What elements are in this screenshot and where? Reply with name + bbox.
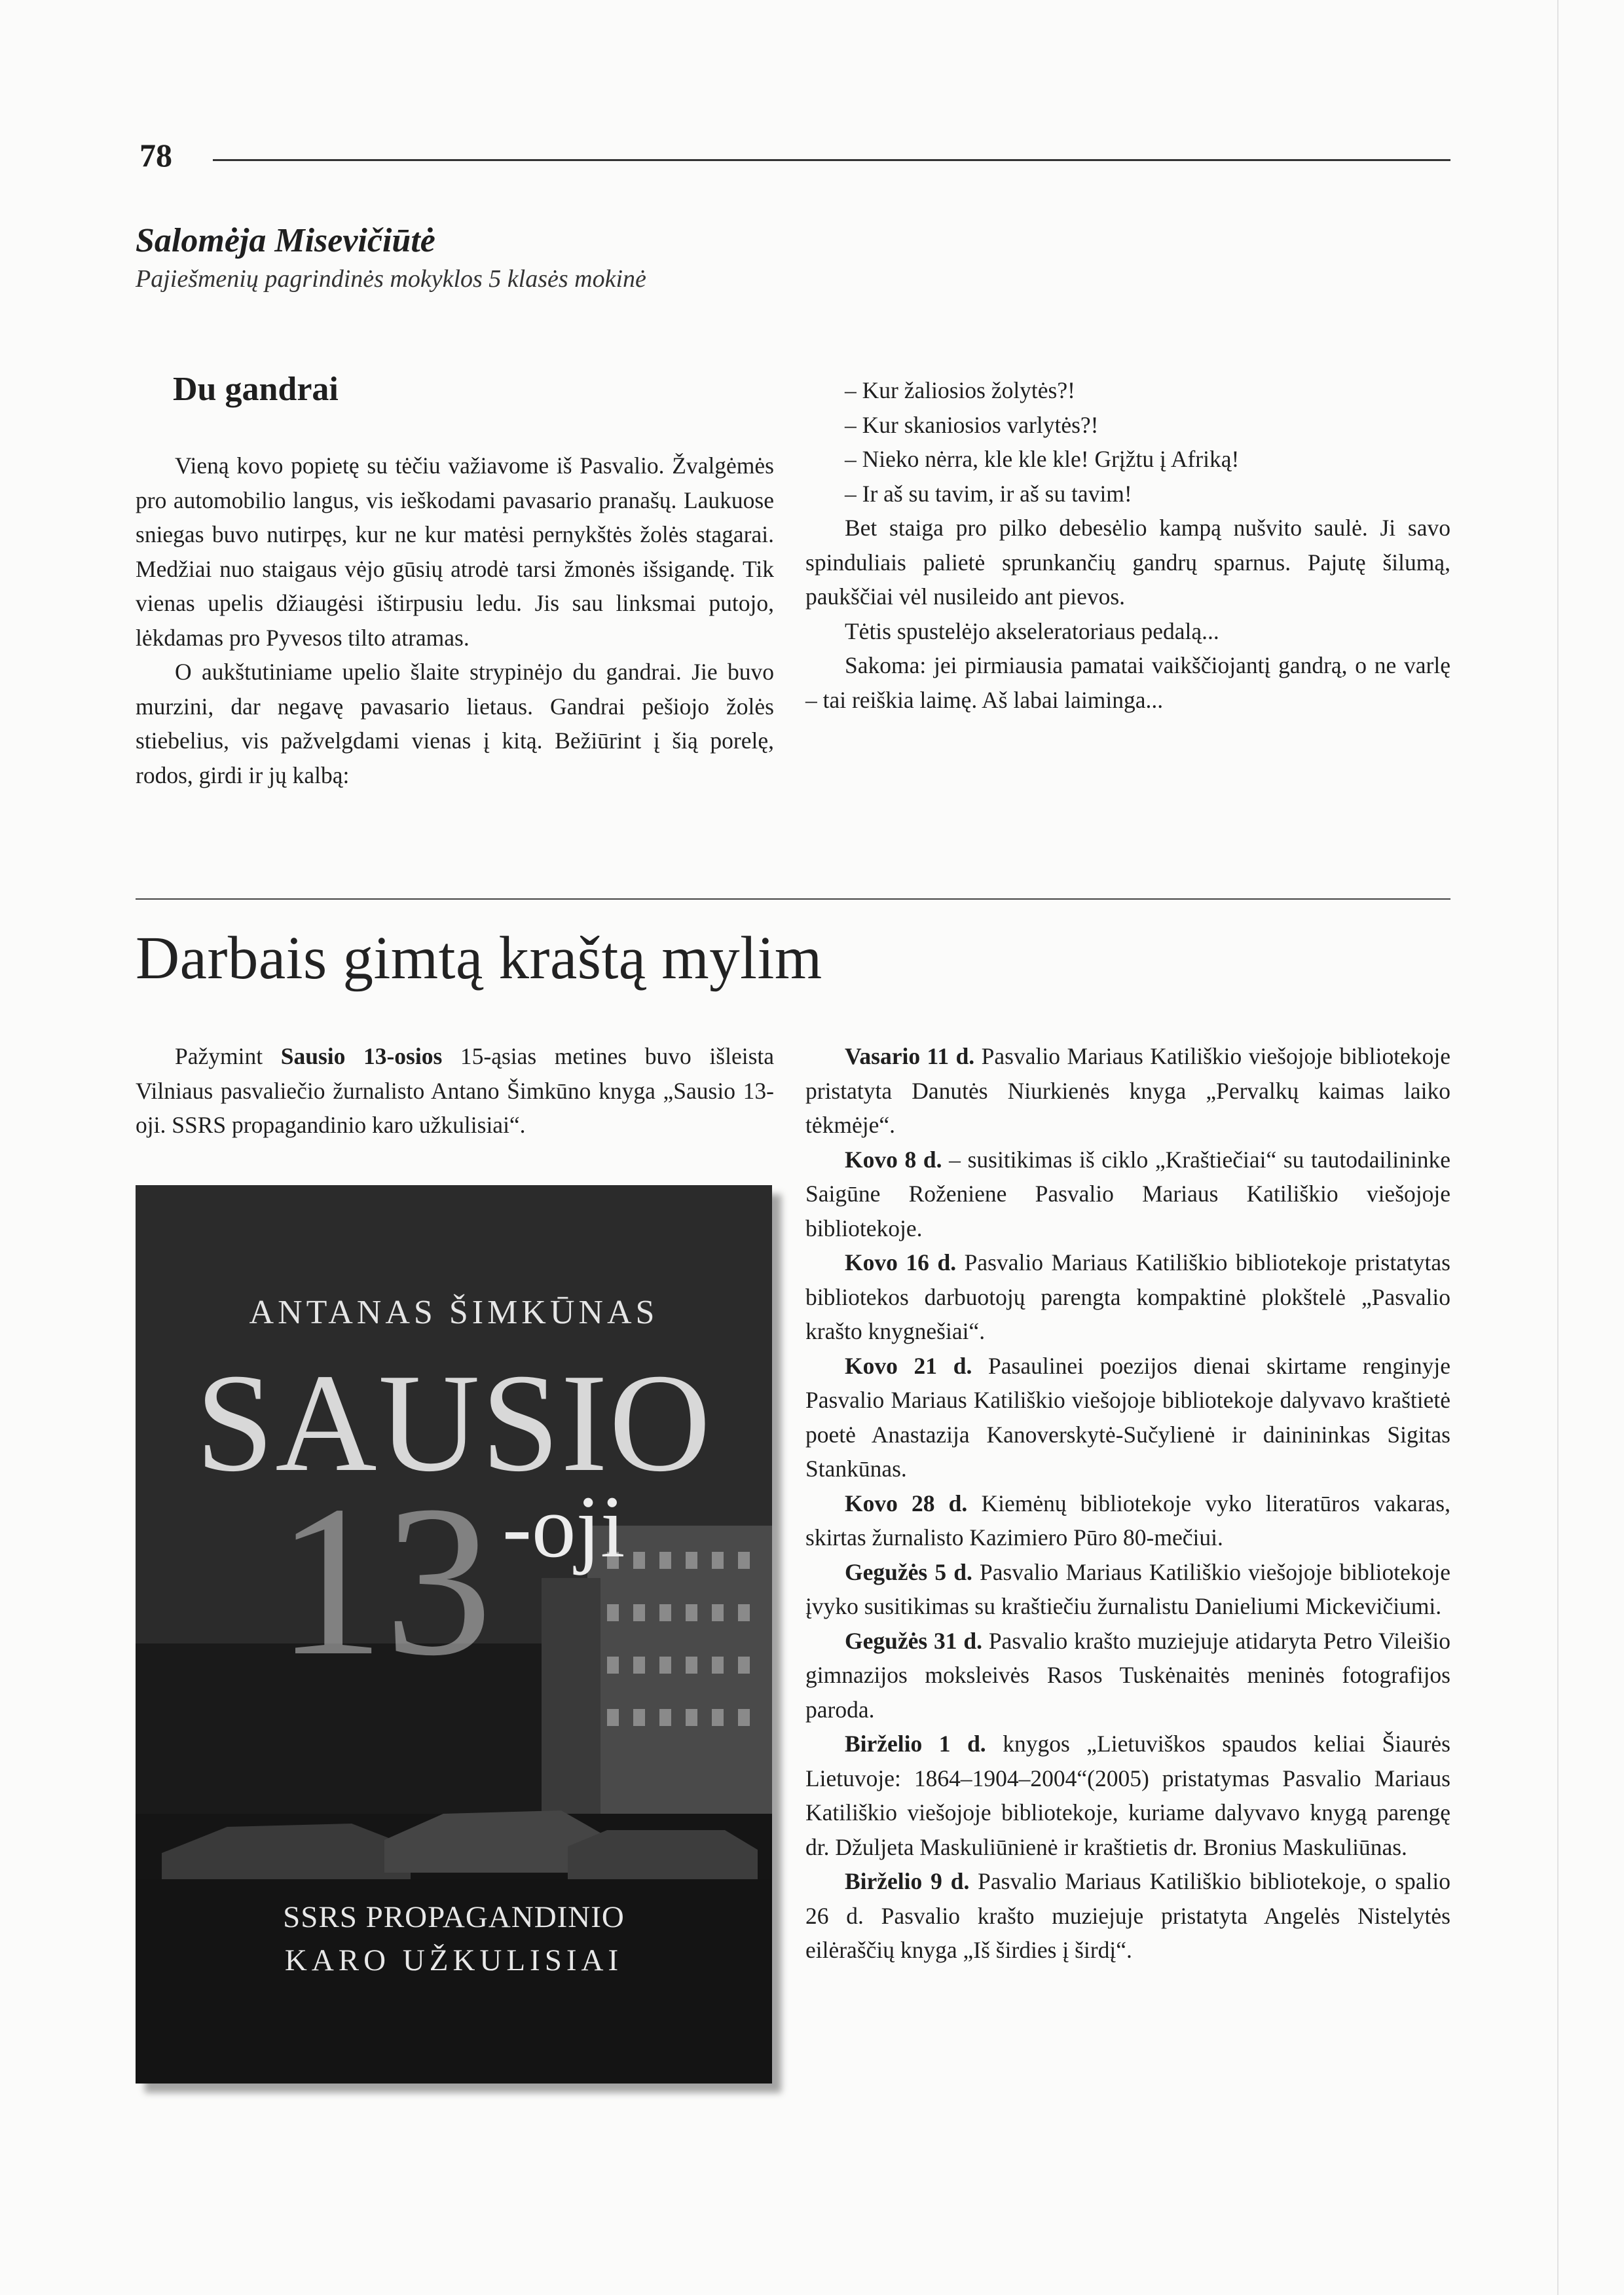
event-date: Gegužės 31 d. bbox=[845, 1627, 983, 1654]
event-date: Birželio 1 d. bbox=[845, 1731, 986, 1757]
event-date: Gegužės 5 d. bbox=[845, 1558, 972, 1585]
header-rule bbox=[213, 159, 1450, 161]
dialogue-line: – Kur žaliosios žolytės?! bbox=[845, 377, 1075, 403]
event-entry bbox=[805, 1864, 1450, 1968]
event-date: Kovo 21 d. bbox=[845, 1352, 972, 1379]
intro-bold: Sausio 13-osios bbox=[280, 1043, 443, 1069]
story-paragraph: O aukštutiniame upelio šlaite strypinėjo du gandrai. Jie buvo murzini, dar negavę pavasario lietaus. Gandrai pešiojo žolės stiebelius, vis pažvelgdami vienas į kitą. Bežiūrint į šią porelę, rodos, girdi ir jų kalbą: bbox=[136, 659, 774, 788]
story-title: Du gandrai bbox=[173, 371, 339, 408]
event-text: Pasaulinei poezijos dienai skirtame renginyje Pasvalio Mariaus Katiliškio viešojoje bibliotekoje dalyvavo kraštietė poetė Anastazija Kanoverskytė-Sučylienė ir dainininkas Sigitas Stankūnas. bbox=[805, 1352, 1450, 1482]
story-paragraph: Vieną kovo popietę su tėčiu važiavome iš Pasvalio. Žvalgėmės pro automobilio langus, vis ieškodami pavasario pranašų. Laukuose sniegas buvo nutirpęs, kur ne kur matėsi pernykštės žolės stagarai. Medžiai nuo staigaus vėjo gūsių atrodė tarsi žmonės išsigandę. Tik vienas upelis džiaugėsi ištirpusiu ledu. Jis sau linksmai putojo, lėkdamas pro Pyvesos tilto atramas. bbox=[136, 452, 774, 651]
event-entry bbox=[805, 1039, 1450, 1143]
dialogue-line: – Nieko nėrra, kle kle kle! Grįžtu į Afriką! bbox=[845, 446, 1240, 472]
event-entry bbox=[805, 1727, 1450, 1864]
page-edge bbox=[1557, 0, 1559, 2295]
author-affiliation: Pajiešmenių pagrindinės mokyklos 5 klasės mokinė bbox=[136, 265, 646, 293]
event-date: Kovo 28 d. bbox=[845, 1490, 968, 1516]
cover-subtitle bbox=[136, 1896, 772, 1982]
event-text: Pasvalio krašto muziejuje atidaryta Petro Vileišio gimnazijos moksleivės Rasos Tuskėnaitės meninės fotografijos paroda. bbox=[805, 1627, 1451, 1723]
cover-number: 13 bbox=[276, 1461, 492, 1700]
event-entry bbox=[805, 1143, 1450, 1246]
event-entry bbox=[805, 1349, 1450, 1486]
intro-text: 15-ąsias metines buvo išleista Vilniaus pasvaliečio žurnalisto Antano Šimkūno knyga „Sausio 13-oji. SSRS propagandinio karo užkulisiai“. bbox=[136, 1043, 774, 1138]
author-name: Salomėja Misevičiūtė bbox=[136, 222, 435, 259]
cover-title: SAUSIO bbox=[195, 1344, 712, 1501]
events-column bbox=[805, 1039, 1450, 1968]
intro-text: Pažymint bbox=[175, 1043, 281, 1069]
book-cover bbox=[136, 1185, 772, 2084]
story-paragraph: Sakoma: jei pirmiausia pamatai vaikščiojantį gandrą, o ne varlę – tai reiškia laimę. Aš labai laiminga... bbox=[805, 652, 1450, 713]
story-paragraph: Tėtis spustelėjo akseleratoriaus pedalą... bbox=[845, 617, 1219, 644]
event-entry bbox=[805, 1245, 1450, 1349]
event-text: – susitikimas iš ciklo „Kraštiečiai“ su tautodailininke Saigūne Roženiene Pasvalio Mariaus Katiliškio viešojoje bibliotekoje. bbox=[805, 1146, 1450, 1241]
event-text: Pasvalio Mariaus Katiliškio viešojoje bibliotekoje įvyko susitikimas su kraštiečiu žurnalistu Danieliumi Mickevičiumi. bbox=[805, 1558, 1450, 1619]
event-date: Kovo 16 d. bbox=[845, 1249, 957, 1276]
event-date: Kovo 8 d. bbox=[845, 1146, 942, 1173]
event-entry bbox=[805, 1486, 1450, 1555]
story-paragraph: Bet staiga pro pilko debesėlio kampą nušvito saulė. Ji savo spinduliais palietė sprunkančių gandrų sparnus. Pajutę šilumą, paukščiai vėl nusileido ant pievos. bbox=[805, 515, 1450, 610]
event-text: knygos „Lietuviškos spaudos keliai Šiaurės Lietuvoje: 1864–1904–2004“(2005) pristatymas Pasvalio Mariaus Katiliškio viešojoje bibliotekoje, kuriame dalyvavo knygą parengę dr. Džuljeta Maskuliūnienė ir kraštietis dr. Bronius Maskuliūnas. bbox=[805, 1731, 1450, 1860]
cover-suffix: -oji bbox=[502, 1478, 625, 1576]
event-text: Pasvalio Mariaus Katiliškio bibliotekoje, o spalio 26 d. Pasvalio krašto muziejuje pristatyta Angelės Nistelytės eilėraščių knyga „Iš širdies į širdį“. bbox=[805, 1868, 1450, 1963]
dialogue-line: – Kur skaniosios varlytės?! bbox=[845, 411, 1099, 438]
cover-subtitle-line: SSRS PROPAGANDINIO bbox=[283, 1900, 625, 1934]
cover-author: ANTANAS ŠIMKŪNAS bbox=[249, 1294, 659, 1331]
cover-subtitle-line: KARO UŽKULISIAI bbox=[284, 1943, 623, 1977]
event-date: Birželio 9 d. bbox=[845, 1868, 970, 1894]
event-text: Pasvalio Mariaus Katiliškio bibliotekoje pristatytas bibliotekos darbuotojų parengta kompaktinė plokštelė „Pasvalio krašto knygnešiai“. bbox=[805, 1249, 1450, 1344]
section-rule bbox=[136, 898, 1450, 900]
event-date: Vasario 11 d. bbox=[845, 1043, 975, 1069]
event-text: Kiemėnų bibliotekoje vyko literatūros vakaras, skirtas žurnalisto Kazimiero Pūro 80-mečiui. bbox=[805, 1490, 1450, 1551]
section-intro bbox=[136, 1039, 774, 1143]
section-title: Darbais gimtą kraštą mylim bbox=[136, 925, 822, 992]
story-column-left bbox=[136, 449, 774, 792]
story-column-right bbox=[805, 373, 1450, 717]
event-entry bbox=[805, 1624, 1450, 1727]
section-intro-column bbox=[136, 1039, 774, 1143]
page-number: 78 bbox=[139, 137, 172, 174]
dialogue-line: – Ir aš su tavim, ir aš su tavim! bbox=[845, 480, 1132, 507]
event-entry bbox=[805, 1555, 1450, 1624]
event-text: Pasvalio Mariaus Katiliškio viešojoje bibliotekoje pristatyta Danutės Niurkienės knyga „Pervalkų kaimas laiko tėkmėje“. bbox=[805, 1043, 1450, 1138]
